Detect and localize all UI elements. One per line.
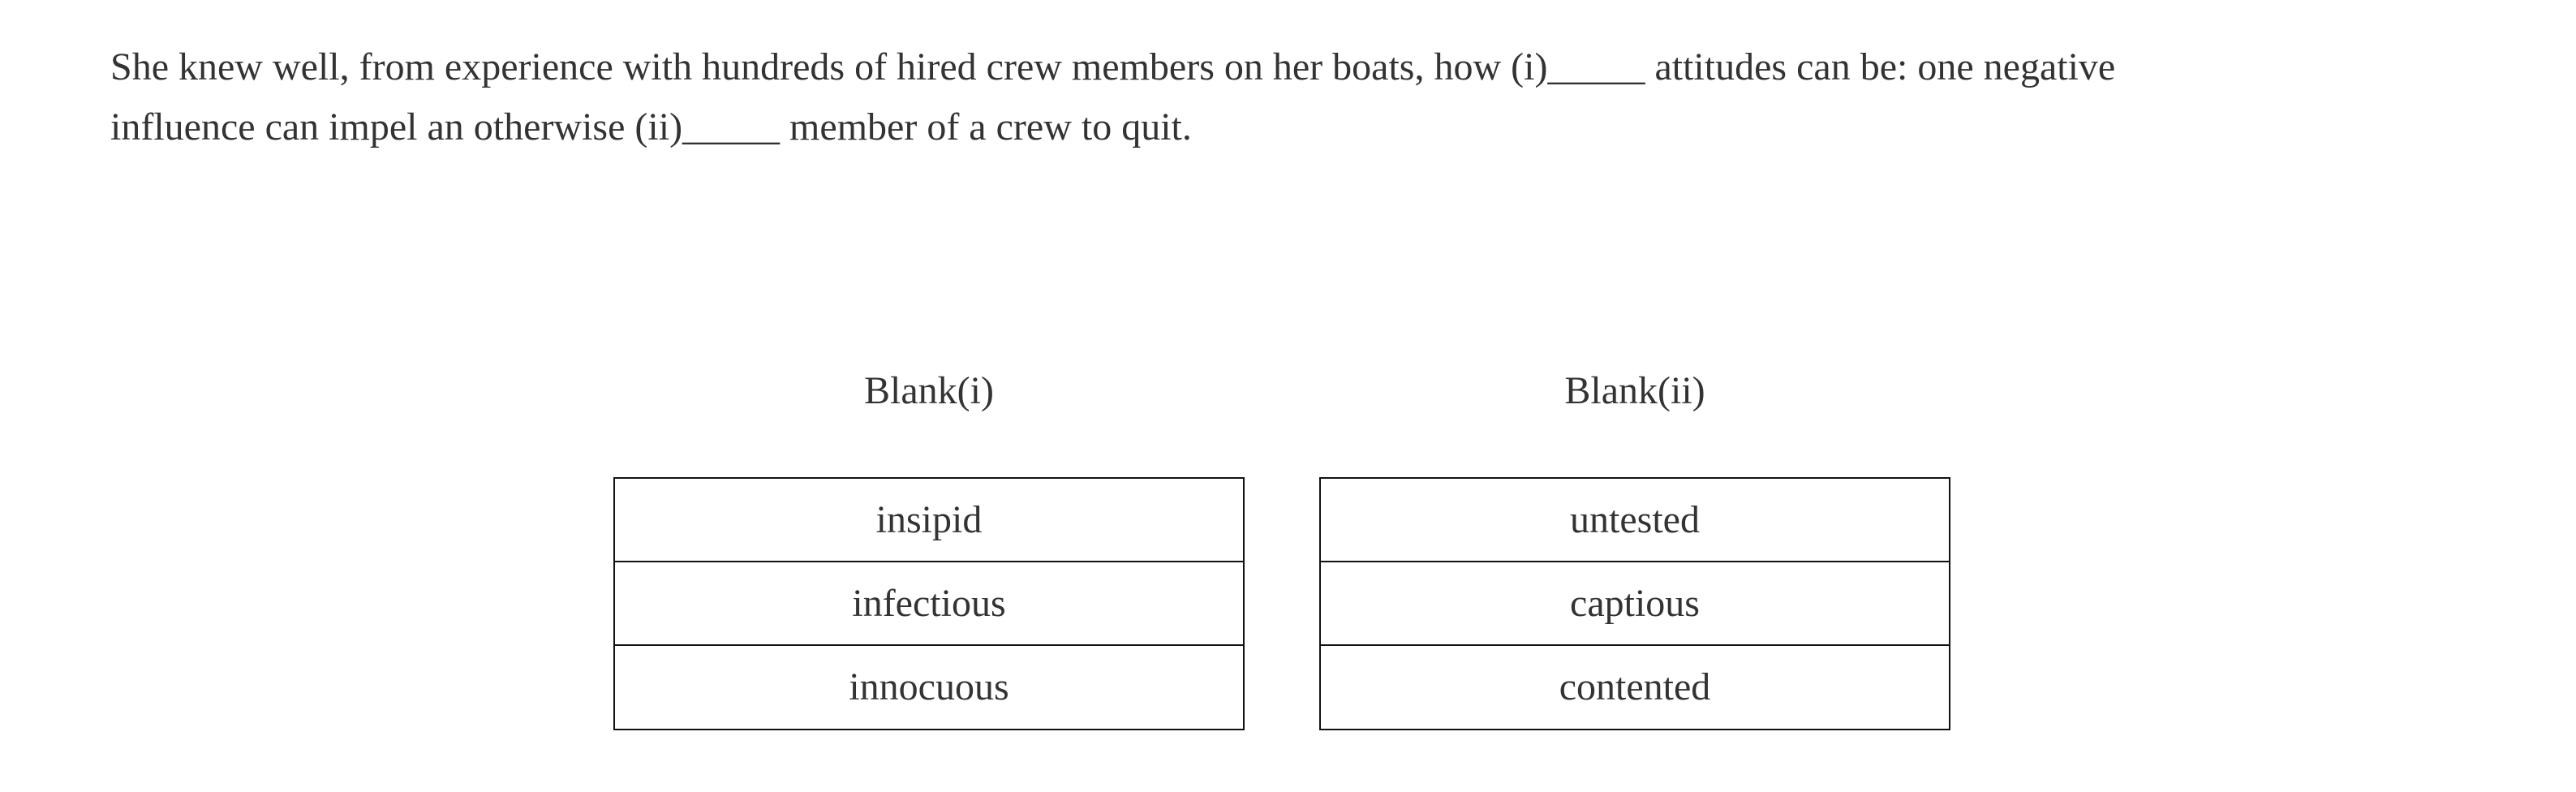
- blank-i-choices: [613, 477, 1245, 730]
- blank-ii-group: [1319, 359, 1950, 730]
- blank-i-option-innocuous[interactable]: innocuous: [615, 646, 1243, 729]
- blank-ii-choices: [1319, 477, 1950, 730]
- blank-ii-option-untested[interactable]: untested: [1321, 479, 1949, 562]
- blank-ii-option-contented[interactable]: contented: [1321, 646, 1949, 729]
- blank-i-group: [613, 359, 1245, 730]
- blank-i-heading: Blank(i): [864, 369, 994, 412]
- blank-i-option-insipid[interactable]: insipid: [615, 479, 1243, 562]
- blank-ii-option-captious[interactable]: captious: [1321, 562, 1949, 646]
- question-line-1: She knew well, from experience with hundreds of hired crew members on her boats, how (i)_____ attitudes can be: one negative: [110, 45, 2116, 88]
- question-text: [110, 37, 2488, 157]
- blank-ii-heading: Blank(ii): [1564, 369, 1705, 412]
- blank-i-option-infectious[interactable]: infectious: [615, 562, 1243, 646]
- question-line-2: influence can impel an otherwise (ii)_____ member of a crew to quit.: [110, 105, 1192, 148]
